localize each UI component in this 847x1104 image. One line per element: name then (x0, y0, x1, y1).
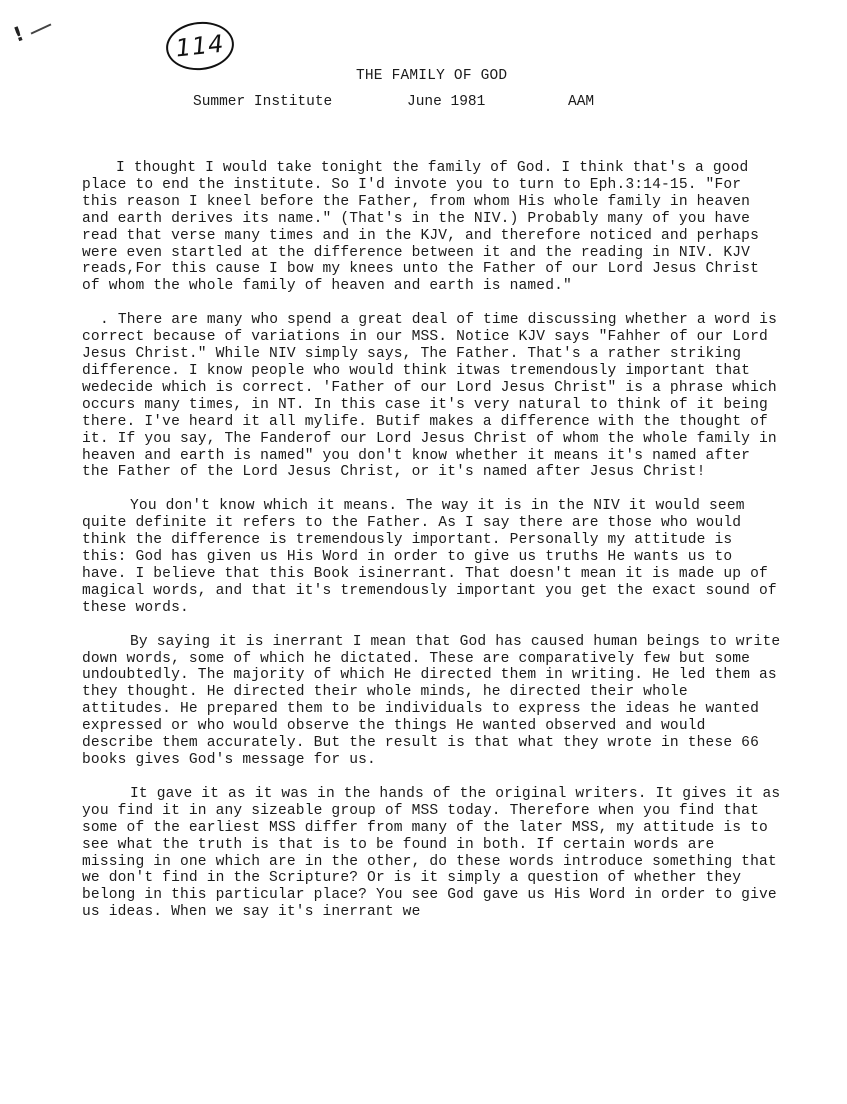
paragraph: By saying it is inerrant I mean that God has caused human beings to write down words, some of which he dictated. These are comparatively few but some undoubtedly. The majority of which He directed them in writing. He led them as they thought. He directed their whole minds, he directed their whole attitudes. He prepared them to be individuals to express the ideas he wanted expressed or who would observe the things He wanted observed and would describe them accurately. But the result is that what they wrote in these 66 books gives God's message for us. (82, 633, 781, 768)
event-date: June 1981 (407, 94, 486, 110)
corner-mark: ! (10, 21, 27, 47)
corner-dash-mark (31, 23, 52, 34)
paragraph: . There are many who spend a great deal of time discussing whether a word is correct because of variations in our MSS. Notice KJV says "Fahher of our Lord Jesus Christ." While NIV simply says, The Father. That's a rather striking difference. I know people who would think itwas tremendously important that wedecide which is correct. 'Father of our Lord Jesus Christ" is a phrase which occurs many times, in NT. In this case it's very natural to think of it being there. I've heard it all mylife. Butif makes a difference with the thought of it. If you say, The Fanderof our Lord Jesus Christ of whom the whole family in heaven and earth is named" you don't know whether it means it's named after the Father of the Lord Jesus Christ, or it's named after Jesus Christ! (82, 312, 777, 481)
document-title: THE FAMILY OF GOD (356, 68, 508, 84)
document-body (82, 160, 782, 938)
handwritten-page-number: 114 (164, 19, 237, 74)
paragraph: It gave it as it was in the hands of the original writers. It gives it as you find it in any sizeable group of MSS today. Therefore when you find that some of the earliest MSS differ from many of the later MSS, my attitude is to see what the truth is that is to be found in both. If certain words are missing in one which are in the other, do these words introduce something that we don't find in the Scripture? Or is it simply a question of whether they belong in this particular place? You see God gave us His Word in order to give us ideas. When we say it's inerrant we (82, 785, 781, 921)
author-initials: AAM (568, 94, 595, 110)
paragraph: You don't know which it means. The way it is in the NIV it would seem quite definite it refers to the Father. As I say there are those who would think the difference is tremendously important. Personally my attitude is this: God has given us His Word in order to give us truths He wants us to have. I believe that this Book isinerrant. That doesn't mean it is made up of magical words, and that it's tremendously important you get the exact sound of these words. (82, 498, 777, 616)
paragraph: I thought I would take tonight the family of God. I think that's a good place to end the institute. So I'd invote you to turn to Eph.3:14-15. "For this reason I kneel before the Father, from whom His whole family in heaven and earth derives its name." (That's in the NIV.) Probably many of you have read that verse many times and in the KJV, and therefore noticed and perhaps were even startled at the difference between it and the reading in NIV. KJV reads,For this cause I bow my knees unto the Father of our Lord Jesus Christ of whom the whole family of heaven and earth is named." (82, 160, 759, 295)
event-name: Summer Institute (193, 94, 333, 110)
